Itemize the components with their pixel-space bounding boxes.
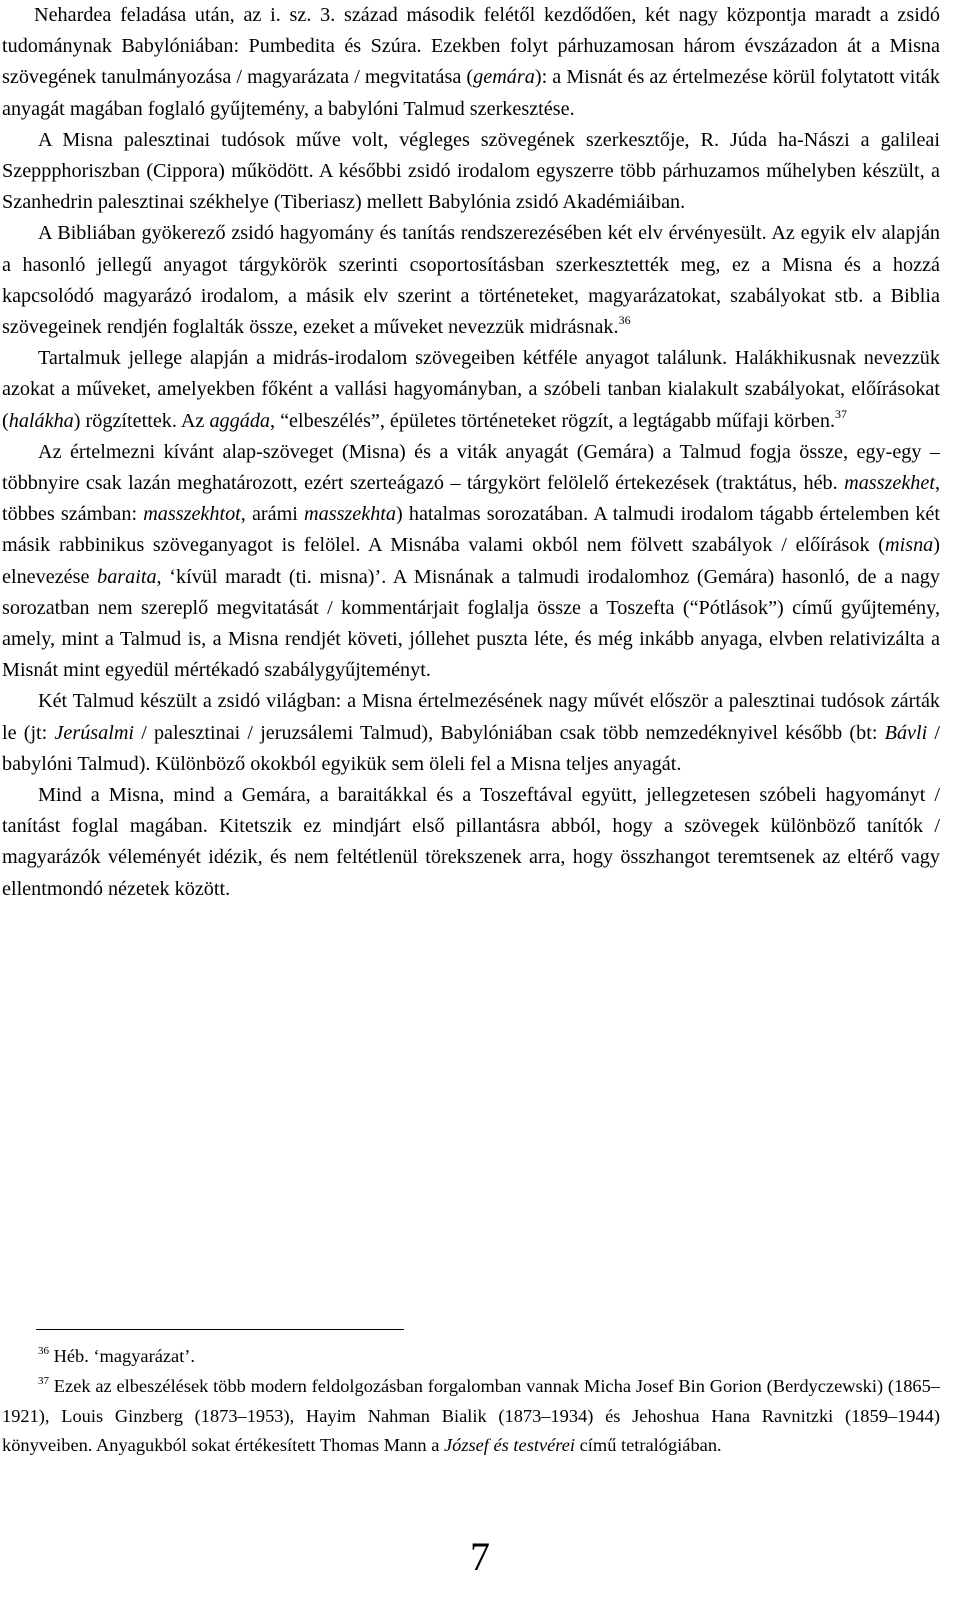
text-run: Mind a Misna, mind a Gemára, a baraitákkal és a Toszeftával együtt, jellegzetesen szóbeli hagyományt / tanítást foglal magában. Kitetszik ez mindjárt első pillantásra abból, hogy a szövegek különböző tanítók / magyarázók véleményét idézik, és nem feltétlenül törekszenek arra, hogy összhangot teremtsenek az eltérő vagy ellentmondó nézetek között. xyxy=(2,784,940,900)
footnote-marker: 37 xyxy=(38,1374,49,1387)
italic-term: misna xyxy=(885,534,934,557)
footnote-37 xyxy=(2,1372,940,1461)
italic-term: Bávli xyxy=(884,721,928,744)
footnote-text: Héb. ‘magyarázat’. xyxy=(49,1346,196,1366)
text-run: Nehardea feladása után, az i. sz. 3. század második felétől kezdődően, két nagy központja maradt a zsidó tudománynak Babylóniában: Pumbedita és Szúra. Ezekben folyt párhuzamosan három évszázadon át a Misna szövegének tanulmányozása / magyarázata / megvitatása ( xyxy=(2,4,940,89)
paragraph xyxy=(2,218,940,343)
footnote-ref-36[interactable]: 36 xyxy=(618,313,631,328)
paragraph xyxy=(2,0,940,125)
footnote-text: című tetralógiában. xyxy=(575,1435,722,1456)
paragraph xyxy=(2,437,940,687)
paragraph xyxy=(2,780,940,905)
paragraph xyxy=(2,686,940,780)
text-run: / babylóni Talmud). Különböző okokból egyikük sem öleli fel a Misna teljes anyagát. xyxy=(2,721,940,775)
text-run: ) elnevezése xyxy=(2,534,940,588)
text-run: , többes számban: xyxy=(2,472,940,526)
text-run: ): a Misnát és az értelmezése körül folytatott viták anyagát magában foglaló gyűjtemény, a babylóni Talmud szerkesztése. xyxy=(2,66,940,120)
text-run: / palesztinai / jeruzsálemi Talmud), Babylóniában csak több nemzedéknyivel később (bt: xyxy=(134,721,885,744)
text-run: , arámi xyxy=(240,503,305,526)
footnotes xyxy=(2,1342,940,1461)
footnote-ref-37[interactable]: 37 xyxy=(835,406,848,421)
italic-term: baraita xyxy=(97,565,157,588)
body-text xyxy=(2,0,940,905)
text-run: Tartalmuk jellege alapján a midrás-irodalom szövegeiben kétféle anyagot találunk. Halákhikusnak nevezzük azokat a műveket, amelyekben főként a vallási hagyományban, a szóbeli tanban kialakult szabályokat, előírásokat ( xyxy=(2,347,940,432)
italic-term: gemára xyxy=(473,66,535,89)
document-page xyxy=(2,0,940,905)
italic-title: József és testvérei xyxy=(443,1435,576,1456)
text-run: A Bibliában gyökerező zsidó hagyomány és tanítás rendszerezésében két elv érvényesült. Az egyik elv alapján a hasonló jellegű anyagot tárgykörök szerinti csoportosításban szerkesztették meg, ez a Misna és a hozzá kapcsolódó magyarázó irodalom, a másik elv szerint a történeteket, magyarázatokat, szabályokat stb. a Biblia szövegeinek rendjén foglalták össze, ezeket a műveket nevezzük midrásnak. xyxy=(2,222,940,339)
text-run: A Misna palesztinai tudósok műve volt, végleges szövegének szerkesztője, R. Júda ha-Nászi a galileai Szeppphoriszban (Cippora) működött. A későbbi zsidó irodalom egyszerre több párhuzamos műhelyben készült, a Szanhedrin palesztinai székhelye (Tiberiasz) mellett Babylónia zsidó Akadémiáiban. xyxy=(2,128,940,214)
footnote-separator xyxy=(36,1329,404,1330)
italic-term: masszekhtot xyxy=(143,503,241,526)
italic-term: aggáda xyxy=(209,409,270,432)
text-run: ) rögzítettek. Az xyxy=(73,409,210,432)
italic-term: Jerúsalmi xyxy=(54,721,135,744)
italic-term: halákha xyxy=(8,409,74,432)
italic-term: masszekhet xyxy=(844,472,935,495)
footnote-36 xyxy=(2,1342,940,1372)
paragraph xyxy=(2,343,940,437)
footnote-marker: 36 xyxy=(38,1345,49,1357)
page-number: 7 xyxy=(470,1534,490,1579)
text-run: ) hatalmas sorozatában. A talmudi irodalom tágabb értelemben két másik rabbinikus szöveganyagot is felölel. A Misnába valami okból nem fölvett szabályok / előírások ( xyxy=(2,503,940,557)
paragraph xyxy=(2,125,940,219)
text-run: , “elbeszélés”, épületes történeteket rögzít, a legtágabb műfaji körben. xyxy=(270,409,836,432)
text-run: , ‘kívül maradt (ti. misna)’. A Misnának a talmudi irodalomhoz (Gemára) hasonló, de a nagy sorozatban nem szereplő megvitatását / kommentárjait foglalja össze a Toszefta (“Pótlások”) című gyűjtemény, amely, mint a Talmud is, a Misna rendjét követi, jóllehet puszta léte, és még inkább anyaga, elvben relativizálta a Misnát mint egyedül mértékadó szabálygyűjteményt. xyxy=(2,565,940,682)
footnote-text: Ezek az elbeszélések több modern feldolgozásban forgalomban vannak Micha Josef Bin Gorion (Berdyczewski) (1865–1921), Louis Ginzberg (1873–1953), Hayim Nahman Bialik (1873–1934) és Jehoshua Hana Ravnitzki (1859–1944) könyveiben. Anyagukból sokat értékesített Thomas Mann a xyxy=(2,1375,940,1456)
text-run: Két Talmud készült a zsidó világban: a Misna értelmezésének nagy művét először a palesztinai tudósok zárták le (jt: xyxy=(2,690,940,744)
text-run: Az értelmezni kívánt alap-szöveget (Misna) és a viták anyagát (Gemára) a Talmud fogja össze, egy-egy – többnyire csak lazán meghatározott, ezért szerteágazó – tárgykört felölelő értekezések (traktátus, héb. xyxy=(2,440,940,495)
italic-term: masszekhta xyxy=(304,503,397,526)
